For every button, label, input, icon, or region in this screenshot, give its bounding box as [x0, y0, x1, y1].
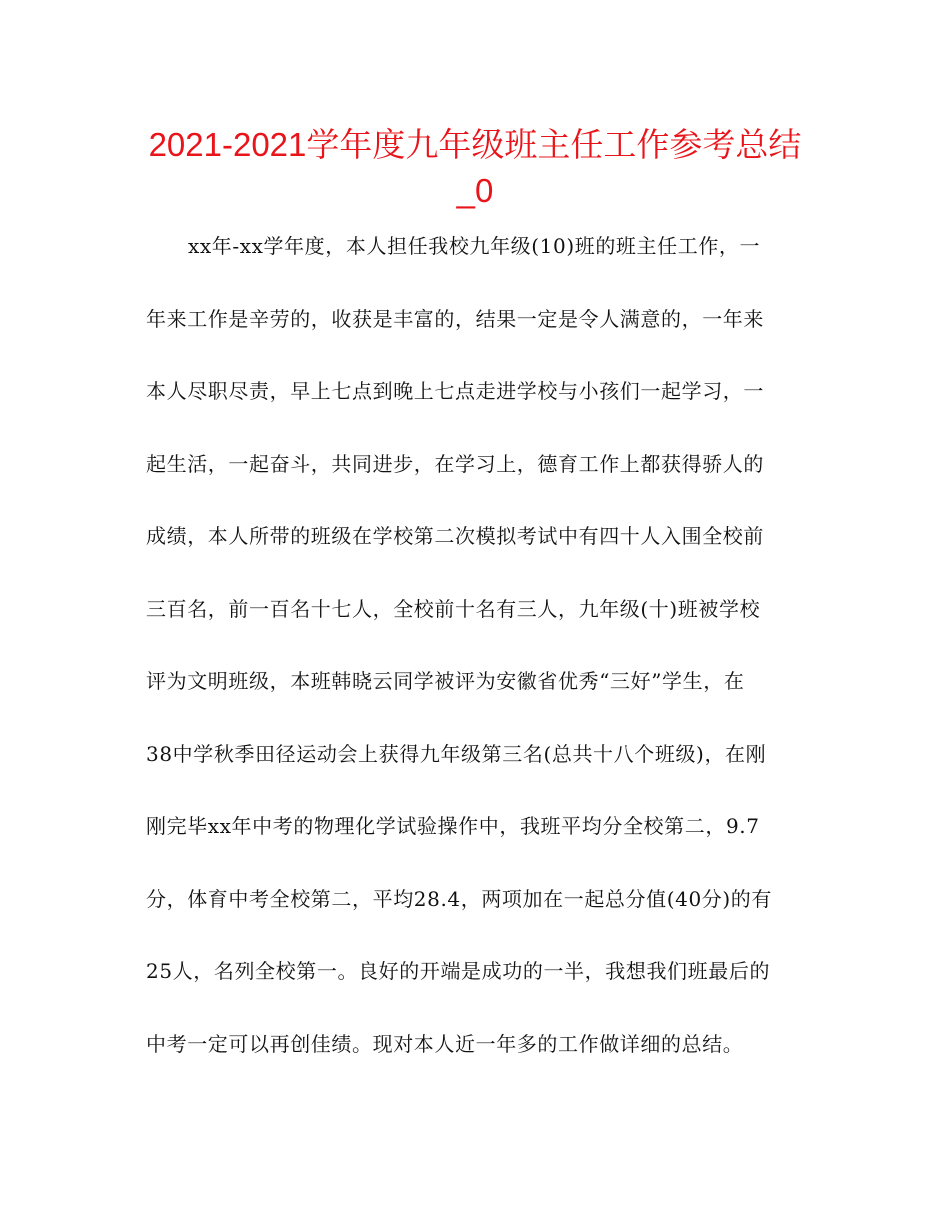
document-body	[146, 228, 806, 1098]
paragraph-line: 成绩，本人所带的班级在学校第二次模拟考试中有四十人入围全校前	[146, 524, 764, 548]
paragraph-line: 刚完毕xx年中考的物理化学试验操作中，我班平均分全校第二，9.7	[146, 814, 760, 838]
paragraph-line: 评为文明班级，本班韩晓云同学被评为安徽省优秀“三好”学生，在	[146, 669, 745, 693]
paragraph-line: 本人尽职尽责，早上七点到晚上七点走进学校与小孩们一起学习，一	[146, 379, 764, 403]
paragraph-line: 分，体育中考全校第二，平均28.4，两项加在一起总分值(40分)的有	[146, 886, 772, 911]
paragraph-line: 年来工作是辛劳的，收获是丰富的，结果一定是令人满意的，一年来	[146, 306, 764, 331]
paragraph-line: 25人，名列全校第一。良好的开端是成功的一半，我想我们班最后的	[146, 959, 771, 983]
title-line: _0	[456, 172, 494, 209]
paragraph-line: 38中学秋季田径运动会上获得九年级第三名(总共十八个班级)，在刚	[146, 741, 767, 766]
paragraph-line: 起生活，一起奋斗，共同进步，在学习上，德育工作上都获得骄人的	[146, 451, 764, 476]
paragraph-line: 三百名，前一百名十七人，全校前十名有三人，九年级(十)班被学校	[146, 596, 761, 621]
paragraph-line: xx年-xx学年度，本人担任我校九年级(10)班的班主任工作，一	[188, 234, 761, 258]
title-line: 2021-2021学年度九年级班主任工作参考总结	[148, 126, 802, 163]
paragraph-line: 中考一定可以再创佳绩。现对本人近一年多的工作做详细的总结。	[146, 1031, 744, 1056]
document-title	[120, 122, 830, 214]
